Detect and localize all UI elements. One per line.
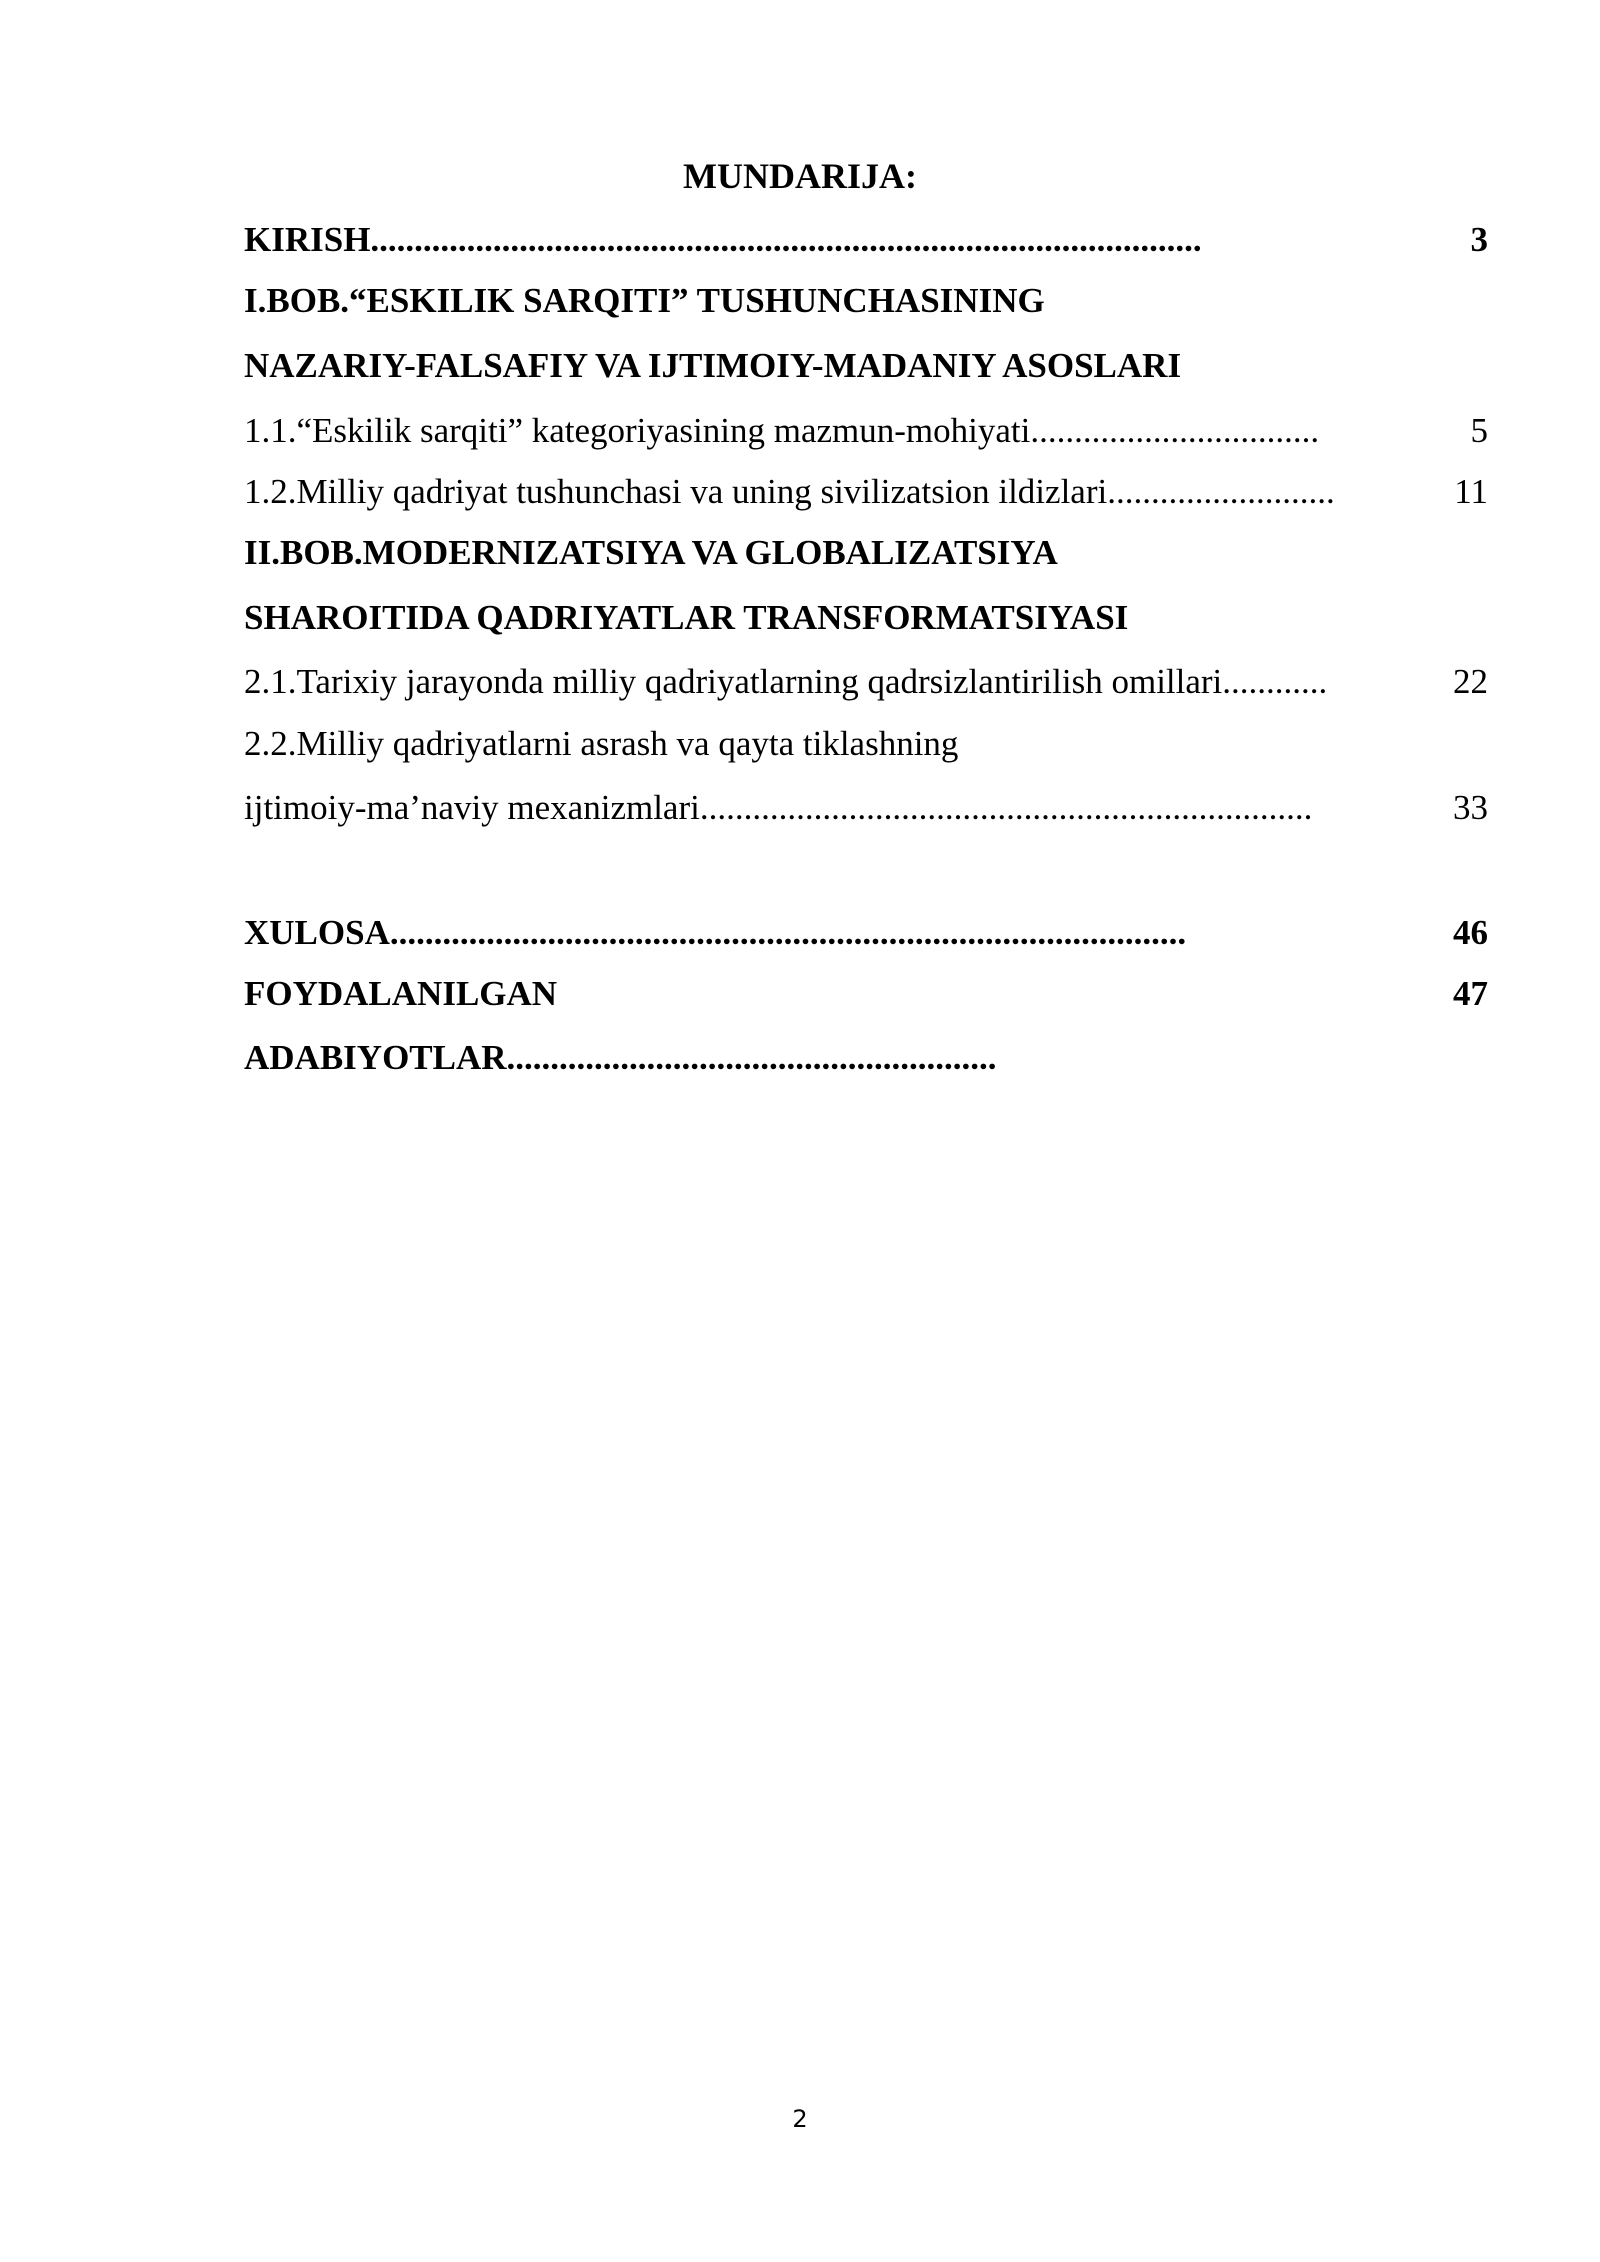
toc-entry-2-1: 2.1.Tarixiy jarayonda milliy qadriyatlarning qadrsizlantirilish omillari............ [244, 662, 1328, 701]
toc-chapter-2-heading-line-2: SHAROITIDA QADRIYATLAR TRANSFORMATSIYASI [244, 598, 1129, 637]
page-number: 2 [792, 2105, 808, 2133]
toc-entry-references-line-1: FOYDALANILGAN [244, 974, 558, 1013]
toc-entry-xulosa: XULOSA........................................................................................... [244, 913, 1187, 952]
toc-entry-1-2: 1.2.Milliy qadriyat tushunchasi va uning sivilizatsion ildizlari.......................... [244, 472, 1335, 511]
toc-entry-2-2-line-1: 2.2.Milliy qadriyatlarni asrash va qayta tiklashning [244, 724, 959, 763]
toc-page-references: 47 [1453, 974, 1488, 1013]
toc-chapter-1-heading-line-1: I.BOB.“ESKILIK SARQITI” TUSHUNCHASINING [244, 281, 1045, 320]
toc-entry-1-1: 1.1.“Eskilik sarqiti” kategoriyasining mazmun-mohiyati................................. [244, 411, 1320, 450]
toc-page-1-2: 11 [1454, 472, 1488, 511]
toc-entry-kirish: KIRISH............................................................................................... [244, 220, 1202, 259]
toc-chapter-1-heading-line-2: NAZARIY-FALSAFIY VA IJTIMOIY-MADANIY ASOSLARI [244, 346, 1182, 385]
toc-page-2-1: 22 [1453, 662, 1488, 701]
toc-entry-2-2-line-2: ijtimoiy-ma’naviy mexanizmlari...................................................................... [244, 788, 1313, 827]
toc-title: MUNDARIJA: [683, 156, 917, 196]
toc-page-2-2: 33 [1453, 788, 1488, 827]
toc-page-xulosa: 46 [1453, 913, 1488, 952]
toc-entry-references-line-2: ADABIYOTLAR........................................................ [244, 1038, 997, 1077]
toc-page-1-1: 5 [1470, 411, 1488, 450]
toc-page-kirish: 3 [1470, 220, 1488, 259]
toc-chapter-2-heading-line-1: II.BOB.MODERNIZATSIYA VA GLOBALIZATSIYA [244, 533, 1058, 572]
